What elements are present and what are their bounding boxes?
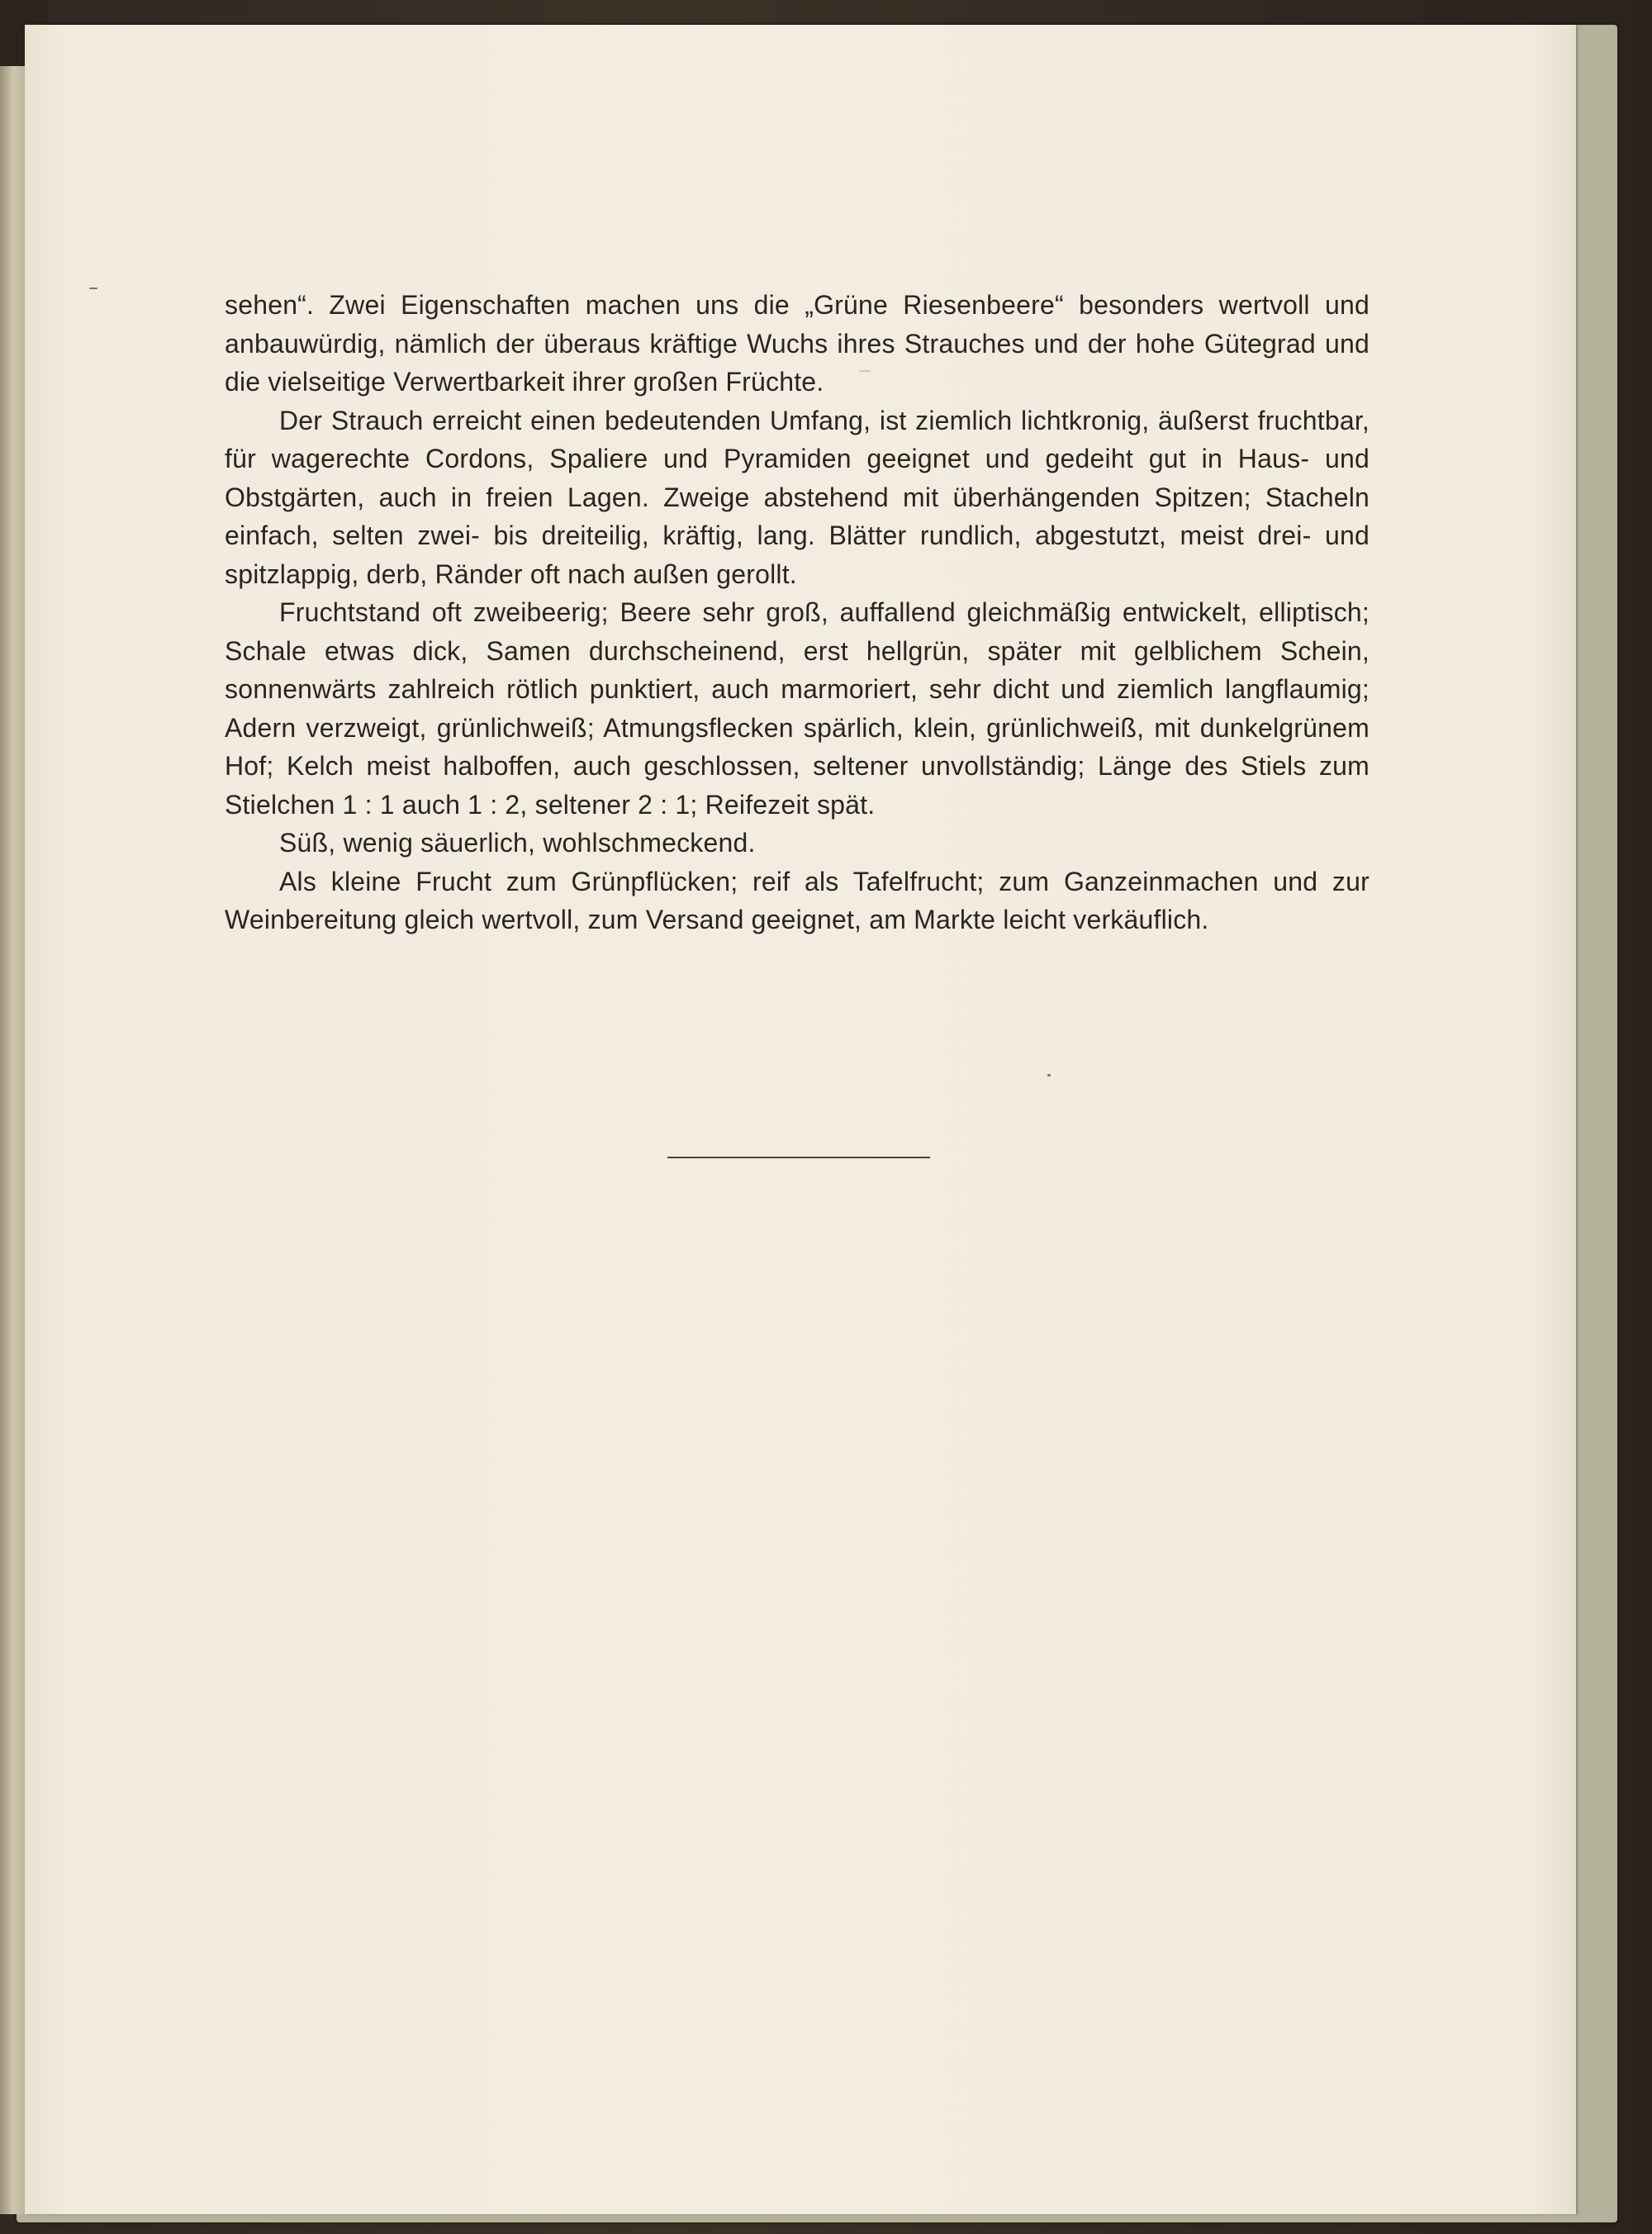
paragraph: sehen“. Zwei Eigenschaften machen uns die „Grüne Riesenbeere“ besonders wertvoll und anbauwürdig, nämlich der überaus kräftige Wuchs ihres Strauches und der hohe Gütegrad und die vielseitige Verwertbarkeit ihrer großen Früchte. — [225, 290, 1370, 397]
paragraph: Fruchtstand oft zweibeerig; Beere sehr groß, auffallend gleichmäßig entwickelt, elliptisch; Schale etwas dick, Samen durchscheinend, erst hellgrün, später mit gelblichem Schein, sonnenwärts zahlreich rötlich punktiert, auch marmoriert, sehr dicht und ziemlich langflaumig; Adern verzweigt, grünlichweiß; Atmungsflecken spärlich, klein, grünlichweiß, mit dunkelgrünem Hof; Kelch meist halboffen, auch geschlossen, seltener unvollständig; Länge des Stiels zum Stielchen 1 : 1 auch 1 : 2, seltener 2 : 1; Reifezeit spät. — [225, 597, 1370, 820]
paragraph: Der Strauch erreicht einen bedeutenden Umfang, ist ziemlich lichtkronig, äußerst fruchtbar, für wagerechte Cordons, Spaliere und Pyramiden geeignet und gedeiht gut in Haus- und Obstgärten, auch in freien Lagen. Zweige abstehend mit überhängenden Spitzen; Stacheln einfach, selten zwei- bis dreiteilig, kräftig, lang. Blätter rundlich, abgestutzt, meist drei- und spitzlappig, derb, Ränder oft nach außen gerollt. — [225, 405, 1370, 589]
page-speck — [89, 288, 97, 289]
section-divider-rule — [667, 1157, 930, 1158]
body-text — [225, 286, 1370, 939]
paragraph: Süß, wenig säuerlich, wohlschmeckend. — [279, 828, 756, 858]
paragraph: Als kleine Frucht zum Grünpflücken; reif als Tafelfrucht; zum Ganzeinmachen und zur Weinbereitung gleich wertvoll, zum Versand geeignet, am Markte leicht verkäuflich. — [225, 866, 1370, 934]
page-speck — [1047, 1074, 1051, 1077]
